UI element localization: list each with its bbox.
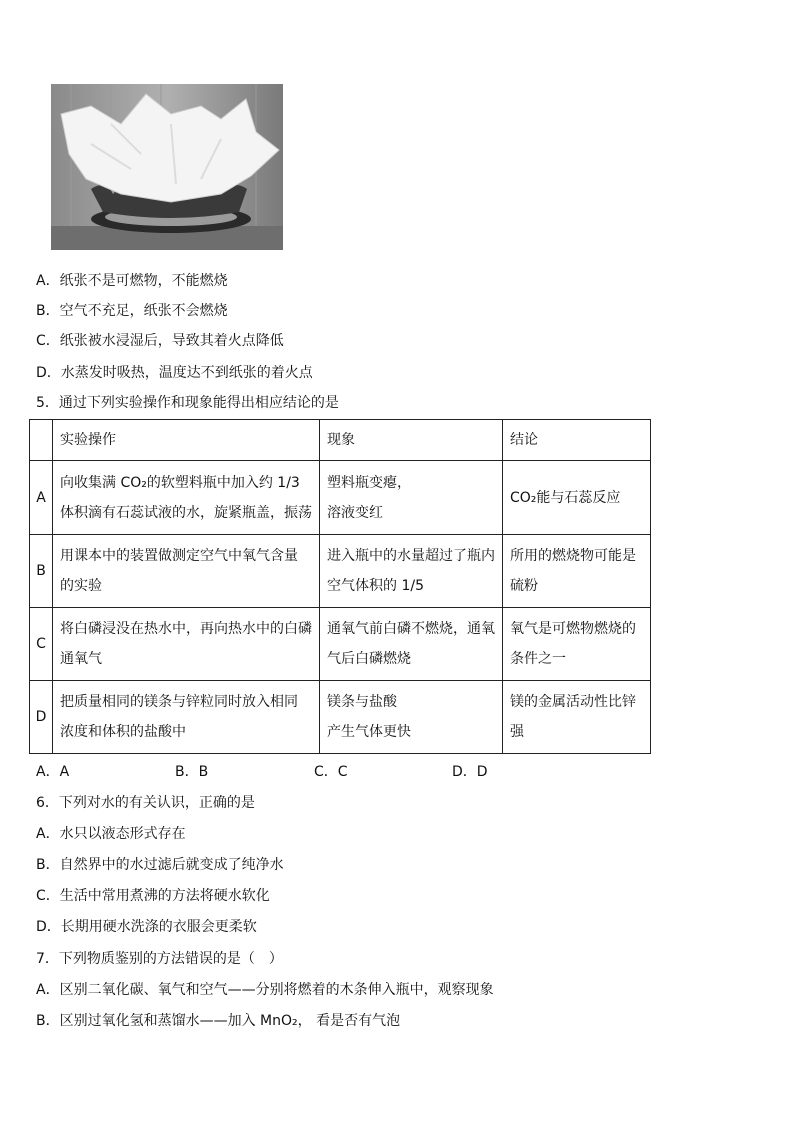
q5-choice-b: B．B [175,764,209,780]
cell-conclusion [503,461,651,535]
header-phenomenon: 现象 [320,420,503,461]
q5-choice-c: C．C [314,764,348,780]
q7-option-a: A．区别二氧化碳、氧气和空气——分别将燃着的木条伸入瓶中，观察现象 [36,982,494,998]
q4-option-b: B．空气不充足，纸张不会燃烧 [36,303,228,319]
cell-phenomenon [320,681,503,754]
cell-line: 用课本中的装置做测定空气中氧气含量 [60,548,298,564]
q7-stem: 7．下列物质鉴别的方法错误的是（ ） [36,951,283,967]
header-operation: 实验操作 [53,420,320,461]
q6-stem: 6．下列对水的有关认识，正确的是 [36,795,255,811]
cell-operation [53,535,320,608]
cell-line: 空气体积的 1/5 [327,578,424,594]
q5-choice-d: D．D [452,764,488,780]
cell-operation [53,608,320,681]
cell-line: 把质量相同的镁条与锌粒同时放入相同 [60,694,298,710]
cell-line: 通氧气前白磷不燃烧，通氧 [327,621,495,637]
cell-conclusion [503,681,651,754]
q5-choice-a: A．A [36,764,70,780]
row-label: B [30,535,53,608]
cell-phenomenon [320,608,503,681]
q4-option-c: C．纸张被水浸湿后，导致其着火点降低 [36,333,284,349]
header-cell-empty [30,420,53,461]
table-row [30,681,651,754]
header-conclusion: 结论 [503,420,651,461]
cell-line: 氧气是可燃物燃烧的 [510,621,636,637]
cell-line: 将白磷浸没在热水中，再向热水中的白磷 [60,621,312,637]
cell-line: 镁条与盐酸 [327,694,397,710]
cell-line: 硫粉 [510,578,538,594]
cell-phenomenon [320,535,503,608]
table-row [30,608,651,681]
cell-line: 体积滴有石蕊试液的水，旋紧瓶盖，振荡 [60,504,312,521]
cell-line: 向收集满 CO₂的软塑料瓶中加入约 1/3 [60,474,300,491]
paper-pot-photo [51,84,283,250]
cell-line: 强 [510,724,524,740]
q7-option-b: B．区别过氧化氢和蒸馏水——加入 MnO₂， 看是否有气泡 [36,1013,401,1029]
table-row [30,535,651,608]
q6-option-c: C．生活中常用煮沸的方法将硬水软化 [36,888,270,904]
row-label: D [30,681,53,754]
cell-line: 浓度和体积的盐酸中 [60,724,186,740]
cell-operation [53,681,320,754]
experiment-table [29,419,651,754]
cell-line: CO₂能与石蕊反应 [510,489,621,506]
row-label: C [30,608,53,681]
table-row [30,461,651,535]
cell-line: 气后白磷燃烧 [327,651,411,667]
cell-line: 所用的燃烧物可能是 [510,548,636,564]
cell-line: 通氧气 [60,651,102,667]
cell-conclusion [503,608,651,681]
q4-option-a: A．纸张不是可燃物，不能燃烧 [36,273,228,289]
q6-option-b: B．自然界中的水过滤后就变成了纯净水 [36,857,284,873]
q4-option-d: D．水蒸发时吸热，温度达不到纸张的着火点 [36,365,313,381]
cell-line: 的实验 [60,578,102,594]
q6-option-d: D．长期用硬水洗涤的衣服会更柔软 [36,919,257,935]
cell-line: 产生气体更快 [327,724,411,740]
cell-line: 条件之一 [510,651,566,667]
q5-stem: 5．通过下列实验操作和现象能得出相应结论的是 [36,395,339,411]
cell-line: 进入瓶中的水量超过了瓶内 [327,548,495,564]
cell-operation [53,461,320,535]
row-label: A [30,461,53,535]
cell-line: 镁的金属活动性比锌 [510,694,636,710]
cell-phenomenon [320,461,503,535]
table-header-row [30,420,651,461]
cell-line: 溶液变红 [327,504,383,521]
cell-conclusion [503,535,651,608]
cell-line: 塑料瓶变瘪， [327,474,411,491]
q6-option-a: A．水只以液态形式存在 [36,826,186,842]
